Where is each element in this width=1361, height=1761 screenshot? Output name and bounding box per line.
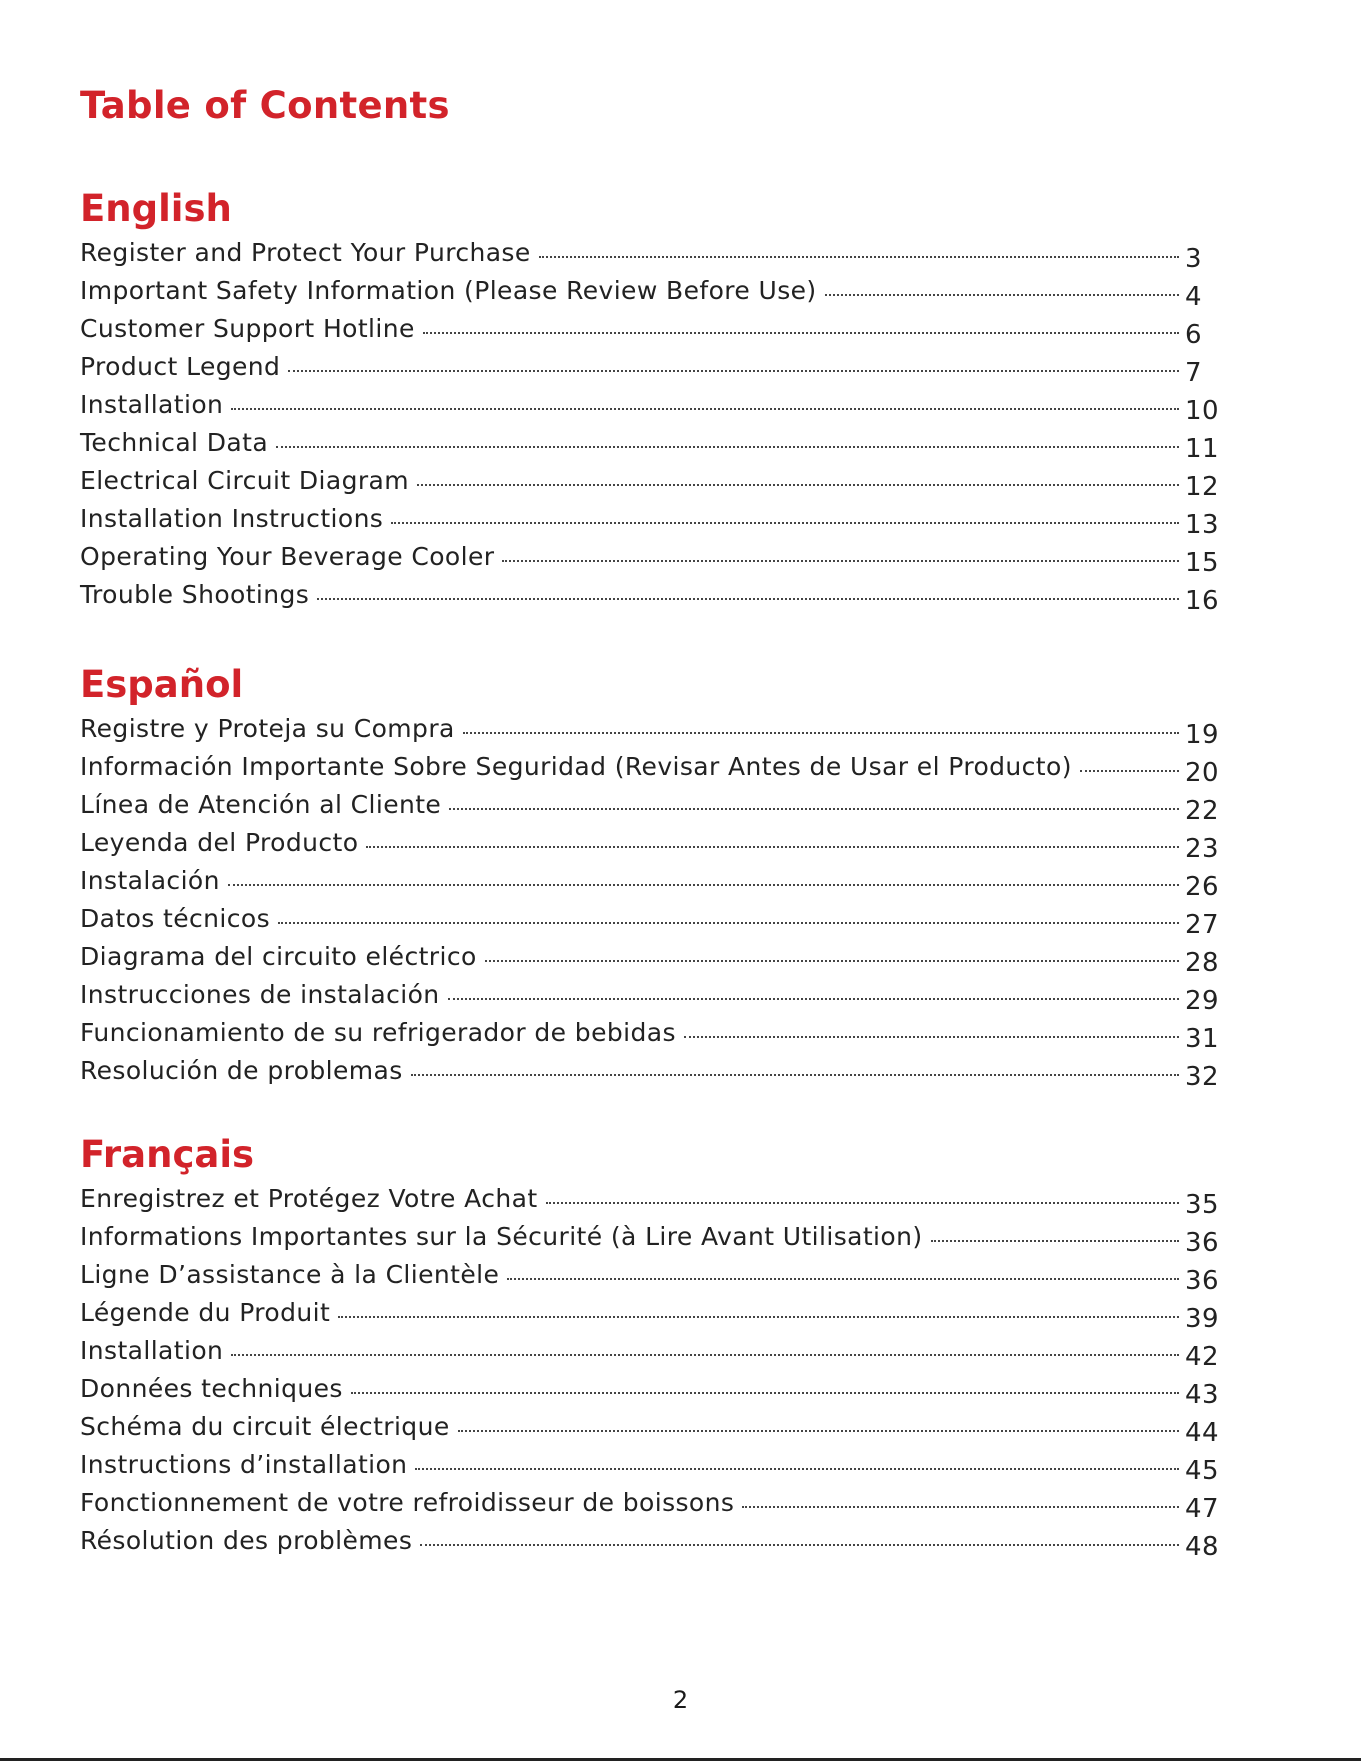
- leader-dots: [231, 408, 1179, 410]
- toc-entry[interactable]: [80, 1260, 1225, 1298]
- toc-entry[interactable]: [80, 866, 1225, 904]
- toc-entry[interactable]: [80, 1412, 1225, 1450]
- leader-dots: [351, 1392, 1179, 1394]
- entry-page-number: 22: [1185, 796, 1219, 826]
- leader-dots: [288, 370, 1179, 372]
- entry-label: Résolution des problèmes: [80, 1526, 413, 1555]
- leader-dots: [338, 1316, 1179, 1318]
- leader-dots: [420, 1544, 1179, 1546]
- toc-entry[interactable]: [80, 1298, 1225, 1336]
- leader-dots: [228, 884, 1179, 886]
- entry-label: Operating Your Beverage Cooler: [80, 542, 495, 571]
- leader-dots: [539, 256, 1179, 258]
- entry-page-number: 10: [1185, 396, 1219, 426]
- toc-entry[interactable]: [80, 752, 1225, 790]
- entry-page-number: 27: [1185, 910, 1219, 940]
- toc-entry[interactable]: [80, 1184, 1225, 1222]
- entry-label: Données techniques: [80, 1374, 343, 1403]
- entry-label: Installation Instructions: [80, 504, 384, 533]
- entry-label: Register and Protect Your Purchase: [80, 238, 531, 267]
- entry-page-number: 23: [1185, 834, 1219, 864]
- leader-dots: [458, 1430, 1179, 1432]
- leader-dots: [276, 446, 1179, 448]
- leader-dots: [507, 1278, 1179, 1280]
- entry-page-number: 15: [1185, 548, 1219, 578]
- toc-entry[interactable]: [80, 238, 1225, 276]
- toc-entry[interactable]: [80, 504, 1225, 542]
- entry-label: Diagrama del circuito eléctrico: [80, 942, 477, 971]
- entry-label: Ligne D’assistance à la Clientèle: [80, 1260, 500, 1289]
- entry-label: Fonctionnement de votre refroidisseur de boissons: [80, 1488, 735, 1517]
- toc-entry[interactable]: [80, 466, 1225, 504]
- leader-dots: [417, 484, 1179, 486]
- entry-label: Electrical Circuit Diagram: [80, 466, 410, 495]
- entry-label: Información Importante Sobre Seguridad (Revisar Antes de Usar el Producto): [80, 752, 1072, 781]
- leader-dots: [411, 1074, 1179, 1076]
- entry-label: Trouble Shootings: [80, 580, 310, 609]
- leader-dots: [278, 922, 1179, 924]
- toc-entry[interactable]: [80, 542, 1225, 580]
- page-number: 2: [672, 1686, 689, 1714]
- toc-entry[interactable]: [80, 352, 1225, 390]
- toc-entry[interactable]: [80, 828, 1225, 866]
- entry-page-number: 19: [1185, 720, 1219, 750]
- toc-entry[interactable]: [80, 428, 1225, 466]
- entry-label: Línea de Atención al Cliente: [80, 790, 442, 819]
- entry-label: Resolución de problemas: [80, 1056, 403, 1085]
- entry-page-number: 31: [1185, 1024, 1219, 1054]
- toc-entry[interactable]: [80, 1450, 1225, 1488]
- toc-entry[interactable]: [80, 276, 1225, 314]
- toc-entry[interactable]: [80, 1488, 1225, 1526]
- toc-entry[interactable]: [80, 1018, 1225, 1056]
- entry-page-number: 36: [1185, 1228, 1219, 1258]
- toc-entry[interactable]: [80, 1526, 1225, 1564]
- leader-dots: [449, 808, 1179, 810]
- entry-page-number: 48: [1185, 1532, 1219, 1562]
- leader-dots: [463, 732, 1179, 734]
- entry-label: Registre y Proteja su Compra: [80, 714, 455, 743]
- toc-entry[interactable]: [80, 790, 1225, 828]
- entry-label: Leyenda del Producto: [80, 828, 359, 857]
- entry-page-number: 11: [1185, 434, 1219, 464]
- toc-entry-list: [80, 714, 1225, 1094]
- entry-page-number: 7: [1185, 358, 1202, 388]
- entry-page-number: 4: [1185, 282, 1202, 312]
- leader-dots: [448, 998, 1179, 1000]
- entry-page-number: 26: [1185, 872, 1219, 902]
- toc-entry[interactable]: [80, 1374, 1225, 1412]
- toc-entry[interactable]: [80, 904, 1225, 942]
- toc-entry[interactable]: [80, 714, 1225, 752]
- toc-entry[interactable]: [80, 390, 1225, 428]
- entry-page-number: 29: [1185, 986, 1219, 1016]
- toc-entry[interactable]: [80, 1336, 1225, 1374]
- leader-dots: [546, 1202, 1179, 1204]
- entry-page-number: 28: [1185, 948, 1219, 978]
- entry-label: Instrucciones de instalación: [80, 980, 440, 1009]
- entry-label: Datos técnicos: [80, 904, 271, 933]
- leader-dots: [931, 1240, 1180, 1242]
- leader-dots: [684, 1036, 1179, 1038]
- section-english: [80, 180, 1225, 618]
- entry-page-number: 44: [1185, 1418, 1219, 1448]
- entry-label: Informations Importantes sur la Sécurité (à Lire Avant Utilisation): [80, 1222, 923, 1251]
- toc-entry[interactable]: [80, 314, 1225, 352]
- entry-label: Funcionamiento de su refrigerador de bebidas: [80, 1018, 676, 1047]
- toc-entry[interactable]: [80, 1056, 1225, 1094]
- entry-label: Schéma du circuit électrique: [80, 1412, 450, 1441]
- leader-dots: [1080, 770, 1179, 772]
- entry-label: Légende du Produit: [80, 1298, 331, 1327]
- entry-label: Product Legend: [80, 352, 281, 381]
- entry-label: Instructions d’installation: [80, 1450, 408, 1479]
- entry-label: Installation: [80, 1336, 224, 1365]
- entry-label: Important Safety Information (Please Review Before Use): [80, 276, 817, 305]
- leader-dots: [485, 960, 1179, 962]
- page-title: Table of Contents: [80, 84, 450, 127]
- toc-entry[interactable]: [80, 980, 1225, 1018]
- section-heading: Français: [80, 1133, 255, 1176]
- entry-page-number: 39: [1185, 1304, 1219, 1334]
- section-heading: English: [80, 187, 232, 230]
- entry-page-number: 42: [1185, 1342, 1219, 1372]
- section-heading: Español: [80, 663, 244, 706]
- leader-dots: [423, 332, 1179, 334]
- leader-dots: [391, 522, 1179, 524]
- leader-dots: [502, 560, 1179, 562]
- entry-page-number: 47: [1185, 1494, 1219, 1524]
- leader-dots: [742, 1506, 1179, 1508]
- entry-page-number: 3: [1185, 244, 1202, 274]
- entry-page-number: 6: [1185, 320, 1202, 350]
- entry-page-number: 12: [1185, 472, 1219, 502]
- section-espanol: [80, 656, 1225, 1094]
- entry-page-number: 20: [1185, 758, 1219, 788]
- entry-label: Enregistrez et Protégez Votre Achat: [80, 1184, 538, 1213]
- toc-entry[interactable]: [80, 580, 1225, 618]
- leader-dots: [415, 1468, 1179, 1470]
- leader-dots: [366, 846, 1179, 848]
- entry-label: Installation: [80, 390, 224, 419]
- entry-label: Technical Data: [80, 428, 269, 457]
- leader-dots: [825, 294, 1179, 296]
- entry-page-number: 16: [1185, 586, 1219, 616]
- leader-dots: [231, 1354, 1179, 1356]
- entry-page-number: 35: [1185, 1190, 1219, 1220]
- toc-entry-list: [80, 1184, 1225, 1564]
- entry-page-number: 36: [1185, 1266, 1219, 1296]
- entry-label: Customer Support Hotline: [80, 314, 415, 343]
- entry-page-number: 43: [1185, 1380, 1219, 1410]
- section-francais: [80, 1126, 1225, 1564]
- toc-entry[interactable]: [80, 1222, 1225, 1260]
- toc-entry[interactable]: [80, 942, 1225, 980]
- toc-entry-list: [80, 238, 1225, 618]
- entry-page-number: 13: [1185, 510, 1219, 540]
- entry-page-number: 45: [1185, 1456, 1219, 1486]
- entry-label: Instalación: [80, 866, 220, 895]
- entry-page-number: 32: [1185, 1062, 1219, 1092]
- leader-dots: [317, 598, 1179, 600]
